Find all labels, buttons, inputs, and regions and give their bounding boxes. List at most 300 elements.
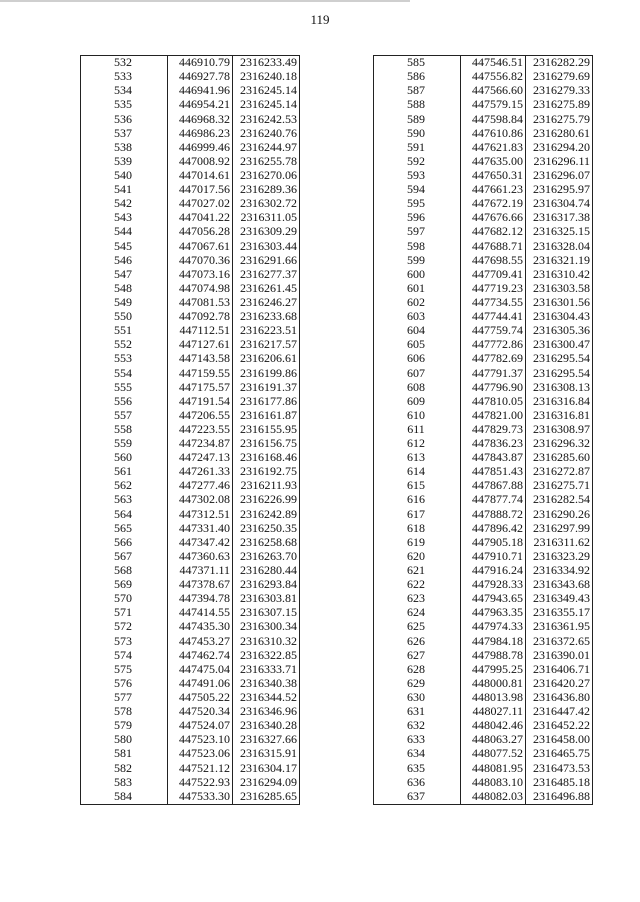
x-coordinate: 448081.95 [461, 761, 526, 775]
x-coordinate: 447579.15 [461, 98, 526, 112]
point-number: 538 [81, 141, 168, 155]
point-number: 560 [81, 451, 168, 465]
x-coordinate: 447312.51 [168, 508, 233, 522]
point-number: 587 [374, 84, 461, 98]
y-coordinate: 2316296.07 [526, 169, 593, 183]
y-coordinate: 2316452.22 [526, 719, 593, 733]
point-number: 558 [81, 423, 168, 437]
x-coordinate: 447676.66 [461, 211, 526, 225]
y-coordinate: 2316245.14 [233, 98, 300, 112]
table-row [374, 268, 593, 282]
y-coordinate: 2316322.85 [233, 649, 300, 663]
x-coordinate: 446927.78 [168, 70, 233, 84]
point-number: 546 [81, 254, 168, 268]
y-coordinate: 2316305.36 [526, 324, 593, 338]
x-coordinate: 447378.67 [168, 578, 233, 592]
x-coordinate: 447435.30 [168, 620, 233, 634]
point-number: 622 [374, 578, 461, 592]
x-coordinate: 447698.55 [461, 254, 526, 268]
table-row [374, 790, 593, 805]
table-row [81, 719, 300, 733]
table-row [81, 155, 300, 169]
table-row [81, 310, 300, 324]
point-number: 593 [374, 169, 461, 183]
y-coordinate: 2316344.52 [233, 691, 300, 705]
table-row [374, 634, 593, 648]
x-coordinate: 447331.40 [168, 522, 233, 536]
y-coordinate: 2316294.20 [526, 141, 593, 155]
x-coordinate: 447277.46 [168, 479, 233, 493]
point-number: 578 [81, 705, 168, 719]
x-coordinate: 447027.02 [168, 197, 233, 211]
y-coordinate: 2316473.53 [526, 761, 593, 775]
point-number: 580 [81, 733, 168, 747]
x-coordinate: 447836.23 [461, 437, 526, 451]
x-coordinate: 447159.55 [168, 366, 233, 380]
table-row [374, 691, 593, 705]
y-coordinate: 2316316.81 [526, 409, 593, 423]
y-coordinate: 2316317.38 [526, 211, 593, 225]
point-number: 534 [81, 84, 168, 98]
x-coordinate: 447995.25 [461, 663, 526, 677]
y-coordinate: 2316328.04 [526, 239, 593, 253]
x-coordinate: 448083.10 [461, 776, 526, 790]
x-coordinate: 447744.41 [461, 310, 526, 324]
table-row [374, 592, 593, 606]
point-number: 584 [81, 790, 168, 805]
x-coordinate: 447223.55 [168, 423, 233, 437]
table-row [374, 536, 593, 550]
table-row [374, 296, 593, 310]
point-number: 604 [374, 324, 461, 338]
page-number: 119 [310, 12, 330, 27]
y-coordinate: 2316242.53 [233, 112, 300, 126]
x-coordinate: 447491.06 [168, 677, 233, 691]
point-number: 630 [374, 691, 461, 705]
table-row [374, 733, 593, 747]
point-number: 569 [81, 578, 168, 592]
y-coordinate: 2316277.37 [233, 268, 300, 282]
x-coordinate: 447394.78 [168, 592, 233, 606]
x-coordinate: 447017.56 [168, 183, 233, 197]
table-row [81, 112, 300, 126]
coordinates-table-left [80, 55, 300, 805]
x-coordinate: 447688.71 [461, 239, 526, 253]
x-coordinate: 447888.72 [461, 508, 526, 522]
y-coordinate: 2316304.17 [233, 761, 300, 775]
y-coordinate: 2316261.45 [233, 282, 300, 296]
x-coordinate: 447074.98 [168, 282, 233, 296]
x-coordinate: 446941.96 [168, 84, 233, 98]
y-coordinate: 2316301.56 [526, 296, 593, 310]
x-coordinate: 448013.98 [461, 691, 526, 705]
point-number: 557 [81, 409, 168, 423]
y-coordinate: 2316282.54 [526, 493, 593, 507]
point-number: 605 [374, 338, 461, 352]
y-coordinate: 2316308.97 [526, 423, 593, 437]
y-coordinate: 2316323.29 [526, 550, 593, 564]
point-number: 597 [374, 225, 461, 239]
point-number: 625 [374, 620, 461, 634]
point-number: 628 [374, 663, 461, 677]
y-coordinate: 2316270.06 [233, 169, 300, 183]
y-coordinate: 2316321.19 [526, 254, 593, 268]
table-row [81, 225, 300, 239]
x-coordinate: 447234.87 [168, 437, 233, 451]
table-row [81, 691, 300, 705]
table-row [81, 338, 300, 352]
point-number: 585 [374, 56, 461, 71]
point-number: 632 [374, 719, 461, 733]
point-number: 573 [81, 634, 168, 648]
table-row [81, 381, 300, 395]
y-coordinate: 2316263.70 [233, 550, 300, 564]
y-coordinate: 2316258.68 [233, 536, 300, 550]
y-coordinate: 2316361.95 [526, 620, 593, 634]
table-row [81, 183, 300, 197]
point-number: 621 [374, 564, 461, 578]
point-number: 602 [374, 296, 461, 310]
x-coordinate: 447709.41 [461, 268, 526, 282]
point-number: 548 [81, 282, 168, 296]
x-coordinate: 447206.55 [168, 409, 233, 423]
y-coordinate: 2316296.32 [526, 437, 593, 451]
point-number: 619 [374, 536, 461, 550]
y-coordinate: 2316458.00 [526, 733, 593, 747]
point-number: 620 [374, 550, 461, 564]
point-number: 637 [374, 790, 461, 805]
x-coordinate: 448027.11 [461, 705, 526, 719]
y-coordinate: 2316315.91 [233, 747, 300, 761]
y-coordinate: 2316279.69 [526, 70, 593, 84]
point-number: 594 [374, 183, 461, 197]
point-number: 556 [81, 395, 168, 409]
y-coordinate: 2316465.75 [526, 747, 593, 761]
y-coordinate: 2316294.09 [233, 776, 300, 790]
table-row [374, 197, 593, 211]
table-row [81, 423, 300, 437]
table-row [374, 578, 593, 592]
x-coordinate: 446910.79 [168, 56, 233, 71]
table-row [374, 550, 593, 564]
x-coordinate: 447347.42 [168, 536, 233, 550]
point-number: 631 [374, 705, 461, 719]
table-row [374, 409, 593, 423]
point-number: 555 [81, 381, 168, 395]
y-coordinate: 2316303.44 [233, 239, 300, 253]
x-coordinate: 447523.10 [168, 733, 233, 747]
y-coordinate: 2316485.18 [526, 776, 593, 790]
point-number: 567 [81, 550, 168, 564]
y-coordinate: 2316211.93 [233, 479, 300, 493]
table-row [374, 98, 593, 112]
point-number: 612 [374, 437, 461, 451]
point-number: 613 [374, 451, 461, 465]
y-coordinate: 2316279.33 [526, 84, 593, 98]
y-coordinate: 2316327.66 [233, 733, 300, 747]
table-row [374, 395, 593, 409]
y-coordinate: 2316447.42 [526, 705, 593, 719]
x-coordinate: 447843.87 [461, 451, 526, 465]
y-coordinate: 2316272.87 [526, 465, 593, 479]
x-coordinate: 447988.78 [461, 649, 526, 663]
table-row [374, 254, 593, 268]
point-number: 616 [374, 493, 461, 507]
x-coordinate: 447414.55 [168, 606, 233, 620]
y-coordinate: 2316282.29 [526, 56, 593, 71]
point-number: 618 [374, 522, 461, 536]
table-row [81, 141, 300, 155]
table-row [81, 677, 300, 691]
point-number: 550 [81, 310, 168, 324]
table-row [374, 493, 593, 507]
y-coordinate: 2316334.92 [526, 564, 593, 578]
table-row [81, 663, 300, 677]
point-number: 547 [81, 268, 168, 282]
point-number: 589 [374, 112, 461, 126]
x-coordinate: 447067.61 [168, 239, 233, 253]
x-coordinate: 447041.22 [168, 211, 233, 225]
y-coordinate: 2316177.86 [233, 395, 300, 409]
x-coordinate: 447546.51 [461, 56, 526, 71]
point-number: 536 [81, 112, 168, 126]
y-coordinate: 2316250.35 [233, 522, 300, 536]
table-row [81, 606, 300, 620]
x-coordinate: 446968.32 [168, 112, 233, 126]
y-coordinate: 2316307.15 [233, 606, 300, 620]
table-row [81, 733, 300, 747]
point-number: 543 [81, 211, 168, 225]
point-number: 552 [81, 338, 168, 352]
table-row [374, 776, 593, 790]
y-coordinate: 2316308.13 [526, 381, 593, 395]
table-row [81, 550, 300, 564]
point-number: 608 [374, 381, 461, 395]
table-row [374, 606, 593, 620]
x-coordinate: 447963.35 [461, 606, 526, 620]
x-coordinate: 447905.18 [461, 536, 526, 550]
y-coordinate: 2316223.51 [233, 324, 300, 338]
y-coordinate: 2316340.28 [233, 719, 300, 733]
point-number: 574 [81, 649, 168, 663]
point-number: 583 [81, 776, 168, 790]
y-coordinate: 2316245.14 [233, 84, 300, 98]
point-number: 537 [81, 127, 168, 141]
x-coordinate: 447851.43 [461, 465, 526, 479]
x-coordinate: 447081.53 [168, 296, 233, 310]
y-coordinate: 2316242.89 [233, 508, 300, 522]
table-row [374, 155, 593, 169]
y-coordinate: 2316340.38 [233, 677, 300, 691]
point-number: 541 [81, 183, 168, 197]
point-number: 572 [81, 620, 168, 634]
x-coordinate: 447610.86 [461, 127, 526, 141]
y-coordinate: 2316349.43 [526, 592, 593, 606]
point-number: 624 [374, 606, 461, 620]
table-row [374, 620, 593, 634]
table-row [81, 324, 300, 338]
x-coordinate: 447302.08 [168, 493, 233, 507]
y-coordinate: 2316346.96 [233, 705, 300, 719]
table-row [374, 437, 593, 451]
table-row [374, 338, 593, 352]
point-number: 566 [81, 536, 168, 550]
point-number: 564 [81, 508, 168, 522]
x-coordinate: 447175.57 [168, 381, 233, 395]
point-number: 617 [374, 508, 461, 522]
table-row [374, 381, 593, 395]
y-coordinate: 2316311.05 [233, 211, 300, 225]
x-coordinate: 447247.13 [168, 451, 233, 465]
y-coordinate: 2316302.72 [233, 197, 300, 211]
x-coordinate: 447821.00 [461, 409, 526, 423]
y-coordinate: 2316168.46 [233, 451, 300, 465]
y-coordinate: 2316275.79 [526, 112, 593, 126]
x-coordinate: 447070.36 [168, 254, 233, 268]
table-row [374, 183, 593, 197]
point-number: 581 [81, 747, 168, 761]
table-row [81, 649, 300, 663]
point-number: 590 [374, 127, 461, 141]
point-number: 607 [374, 366, 461, 380]
y-coordinate: 2316295.54 [526, 352, 593, 366]
table-row [81, 578, 300, 592]
point-number: 545 [81, 239, 168, 253]
y-coordinate: 2316240.76 [233, 127, 300, 141]
y-coordinate: 2316206.61 [233, 352, 300, 366]
x-coordinate: 447661.23 [461, 183, 526, 197]
point-number: 598 [374, 239, 461, 253]
table-row [374, 423, 593, 437]
y-coordinate: 2316290.26 [526, 508, 593, 522]
x-coordinate: 447127.61 [168, 338, 233, 352]
scan-top-edge [0, 0, 410, 2]
x-coordinate: 447772.86 [461, 338, 526, 352]
table-row [374, 747, 593, 761]
y-coordinate: 2316300.34 [233, 620, 300, 634]
table-row [374, 705, 593, 719]
point-number: 609 [374, 395, 461, 409]
x-coordinate: 447566.60 [461, 84, 526, 98]
y-coordinate: 2316303.58 [526, 282, 593, 296]
table-row [81, 564, 300, 578]
table-row [81, 211, 300, 225]
point-number: 575 [81, 663, 168, 677]
point-number: 601 [374, 282, 461, 296]
table-row [374, 761, 593, 775]
y-coordinate: 2316304.74 [526, 197, 593, 211]
y-coordinate: 2316280.44 [233, 564, 300, 578]
table-row [374, 282, 593, 296]
x-coordinate: 447719.23 [461, 282, 526, 296]
x-coordinate: 447556.82 [461, 70, 526, 84]
table-row [81, 70, 300, 84]
table-row [374, 225, 593, 239]
point-number: 549 [81, 296, 168, 310]
table-row [81, 395, 300, 409]
point-number: 611 [374, 423, 461, 437]
y-coordinate: 2316275.89 [526, 98, 593, 112]
point-number: 559 [81, 437, 168, 451]
point-number: 577 [81, 691, 168, 705]
table-row [81, 451, 300, 465]
table-row [81, 437, 300, 451]
table-row [374, 211, 593, 225]
x-coordinate: 447360.63 [168, 550, 233, 564]
y-coordinate: 2316233.68 [233, 310, 300, 324]
point-number: 591 [374, 141, 461, 155]
point-number: 627 [374, 649, 461, 663]
point-number: 614 [374, 465, 461, 479]
y-coordinate: 2316192.75 [233, 465, 300, 479]
table-row [81, 522, 300, 536]
x-coordinate: 447672.19 [461, 197, 526, 211]
table-row [374, 84, 593, 98]
x-coordinate: 447867.88 [461, 479, 526, 493]
table-row [81, 127, 300, 141]
point-number: 634 [374, 747, 461, 761]
x-coordinate: 447191.54 [168, 395, 233, 409]
x-coordinate: 447143.58 [168, 352, 233, 366]
point-number: 603 [374, 310, 461, 324]
table-row [81, 239, 300, 253]
table-row [374, 564, 593, 578]
x-coordinate: 447521.12 [168, 761, 233, 775]
table-row [374, 677, 593, 691]
y-coordinate: 2316293.84 [233, 578, 300, 592]
point-number: 600 [374, 268, 461, 282]
x-coordinate: 447682.12 [461, 225, 526, 239]
table-row [81, 366, 300, 380]
x-coordinate: 447261.33 [168, 465, 233, 479]
point-number: 563 [81, 493, 168, 507]
table-row [374, 366, 593, 380]
point-number: 542 [81, 197, 168, 211]
point-number: 592 [374, 155, 461, 169]
point-number: 554 [81, 366, 168, 380]
y-coordinate: 2316420.27 [526, 677, 593, 691]
table-row [81, 56, 300, 71]
x-coordinate: 447782.69 [461, 352, 526, 366]
table-row [81, 409, 300, 423]
table-row [81, 620, 300, 634]
point-number: 596 [374, 211, 461, 225]
point-number: 571 [81, 606, 168, 620]
table-row [374, 70, 593, 84]
table-row [374, 56, 593, 71]
y-coordinate: 2316285.65 [233, 790, 300, 805]
table-row [81, 493, 300, 507]
y-coordinate: 2316316.84 [526, 395, 593, 409]
y-coordinate: 2316295.54 [526, 366, 593, 380]
table-row [374, 719, 593, 733]
point-number: 599 [374, 254, 461, 268]
point-number: 553 [81, 352, 168, 366]
table-row [374, 352, 593, 366]
y-coordinate: 2316304.43 [526, 310, 593, 324]
table-row [81, 479, 300, 493]
table-row [81, 592, 300, 606]
table-row [81, 776, 300, 790]
x-coordinate: 447371.11 [168, 564, 233, 578]
x-coordinate: 447533.30 [168, 790, 233, 805]
x-coordinate: 446986.23 [168, 127, 233, 141]
point-number: 535 [81, 98, 168, 112]
point-number: 579 [81, 719, 168, 733]
y-coordinate: 2316390.01 [526, 649, 593, 663]
table-row [81, 747, 300, 761]
x-coordinate: 447916.24 [461, 564, 526, 578]
